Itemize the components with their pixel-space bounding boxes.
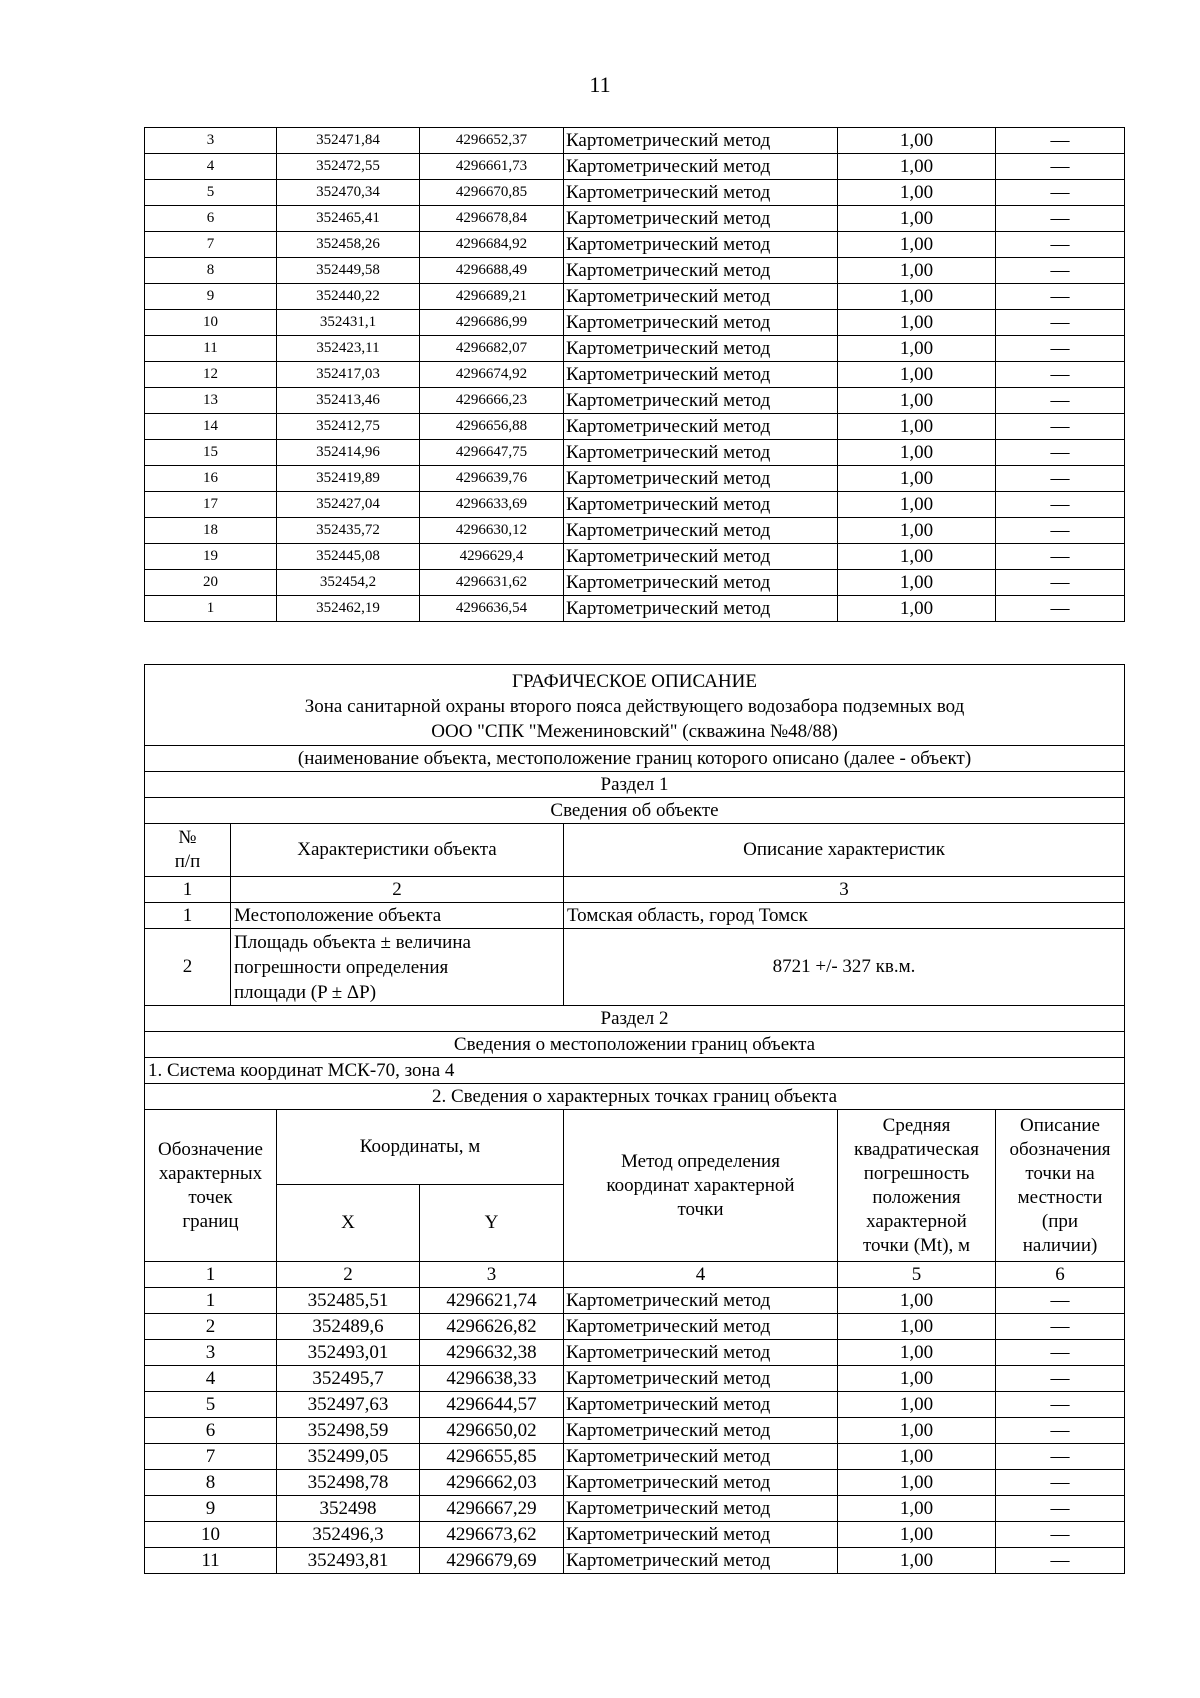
mean-error: 1,00 xyxy=(838,206,996,232)
s1-index-2: 2 xyxy=(231,877,564,903)
coord-y: 4296689,21 xyxy=(420,284,564,310)
method: Картометрический метод xyxy=(564,518,838,544)
mean-error: 1,00 xyxy=(838,362,996,388)
method: Картометрический метод xyxy=(564,206,838,232)
points-table-body xyxy=(145,1288,1125,1574)
point-description: — xyxy=(996,180,1125,206)
table-row xyxy=(145,1470,1125,1496)
point-description: — xyxy=(996,440,1125,466)
points-title: 2. Сведения о характерных точках границ объекта xyxy=(145,1084,1125,1110)
coord-y: 4296679,69 xyxy=(420,1548,564,1574)
point-description: — xyxy=(996,1522,1125,1548)
coord-y: 4296686,99 xyxy=(420,310,564,336)
coord-y: 4296632,38 xyxy=(420,1340,564,1366)
table-row xyxy=(145,1392,1125,1418)
col-index-5: 5 xyxy=(838,1262,996,1288)
mean-error: 1,00 xyxy=(838,570,996,596)
coord-x: 352435,72 xyxy=(277,518,420,544)
header-method-line-1: Метод определения xyxy=(621,1150,780,1172)
point-description: — xyxy=(996,1470,1125,1496)
header-mt-line-6: точки (Mt), м xyxy=(862,1234,971,1256)
table-row xyxy=(145,258,1125,284)
table-row xyxy=(145,466,1125,492)
table-row xyxy=(145,284,1125,310)
table-row xyxy=(145,310,1125,336)
coord-x: 352413,46 xyxy=(277,388,420,414)
method: Картометрический метод xyxy=(564,232,838,258)
section-1-title: Сведения об объекте xyxy=(145,798,1125,824)
method: Картометрический метод xyxy=(564,1418,838,1444)
coord-y: 4296647,75 xyxy=(420,440,564,466)
mean-error: 1,00 xyxy=(838,1418,996,1444)
point-number: 15 xyxy=(145,440,277,466)
header-desc-line-4: местности xyxy=(1017,1186,1103,1208)
method: Картометрический метод xyxy=(564,284,838,310)
table-row xyxy=(145,492,1125,518)
s1-index-1: 1 xyxy=(145,877,231,903)
mean-error: 1,00 xyxy=(838,1522,996,1548)
coord-x: 352419,89 xyxy=(277,466,420,492)
header-mean-error xyxy=(838,1110,996,1262)
method: Картометрический метод xyxy=(564,1340,838,1366)
coord-y: 4296661,73 xyxy=(420,154,564,180)
coord-x: 352493,81 xyxy=(277,1548,420,1574)
table-row xyxy=(145,518,1125,544)
mean-error: 1,00 xyxy=(838,336,996,362)
coord-y: 4296636,54 xyxy=(420,596,564,622)
table-row xyxy=(145,1496,1125,1522)
point-number: 5 xyxy=(145,1392,277,1418)
header-mt-line-3: погрешность xyxy=(863,1162,970,1184)
mean-error: 1,00 xyxy=(838,544,996,570)
coord-x: 352417,03 xyxy=(277,362,420,388)
mean-error: 1,00 xyxy=(838,1392,996,1418)
coord-y: 4296688,49 xyxy=(420,258,564,284)
method: Картометрический метод xyxy=(564,1548,838,1574)
point-description: — xyxy=(996,596,1125,622)
s1-header-number-line-1: № xyxy=(178,827,197,848)
header-mt-line-2: квадратическая xyxy=(854,1138,979,1160)
point-number: 6 xyxy=(145,1418,277,1444)
point-description: — xyxy=(996,1418,1125,1444)
coord-y: 4296631,62 xyxy=(420,570,564,596)
table-row xyxy=(145,440,1125,466)
method: Картометрический метод xyxy=(564,440,838,466)
object-note: (наименование объекта, местоположение границ которого описано (далее - объект) xyxy=(145,746,1125,772)
point-description: — xyxy=(996,570,1125,596)
header-method xyxy=(564,1110,838,1262)
mean-error: 1,00 xyxy=(838,1548,996,1574)
coord-x: 352498,59 xyxy=(277,1418,420,1444)
table-row xyxy=(145,1548,1125,1574)
table-row xyxy=(145,180,1125,206)
header-desc-line-1: Описание xyxy=(1020,1114,1100,1136)
coord-x: 352495,7 xyxy=(277,1366,420,1392)
mean-error: 1,00 xyxy=(838,1366,996,1392)
method: Картометрический метод xyxy=(564,1470,838,1496)
coord-y: 4296639,76 xyxy=(420,466,564,492)
table-row xyxy=(145,1366,1125,1392)
method: Картометрический метод xyxy=(564,414,838,440)
s1-header-number xyxy=(145,824,231,877)
mean-error: 1,00 xyxy=(838,1496,996,1522)
coord-y: 4296674,92 xyxy=(420,362,564,388)
header-desc-line-3: точки на xyxy=(1025,1162,1095,1184)
header-mt-line-5: характерной xyxy=(866,1210,967,1232)
coord-x: 352470,34 xyxy=(277,180,420,206)
s1-header-description: Описание характеристик xyxy=(564,824,1125,877)
coord-y: 4296682,07 xyxy=(420,336,564,362)
graphic-header xyxy=(145,665,1125,746)
header-point-line-4: границ xyxy=(182,1210,239,1232)
point-number: 1 xyxy=(145,1288,277,1314)
table-row xyxy=(145,1340,1125,1366)
table-row xyxy=(145,388,1125,414)
point-number: 2 xyxy=(145,1314,277,1340)
header-point-designation xyxy=(145,1110,277,1262)
graphic-description-table xyxy=(144,664,1125,1574)
coord-y: 4296684,92 xyxy=(420,232,564,258)
table-row xyxy=(145,596,1125,622)
header-desc-line-6: наличии) xyxy=(1022,1234,1098,1256)
method: Картометрический метод xyxy=(564,388,838,414)
table-row xyxy=(145,544,1125,570)
method: Картометрический метод xyxy=(564,310,838,336)
coord-x: 352445,08 xyxy=(277,544,420,570)
mean-error: 1,00 xyxy=(838,128,996,154)
method: Картометрический метод xyxy=(564,1314,838,1340)
point-number: 11 xyxy=(145,336,277,362)
point-description: — xyxy=(996,1548,1125,1574)
header-y: Y xyxy=(420,1185,564,1262)
point-description: — xyxy=(996,128,1125,154)
coord-x: 352497,63 xyxy=(277,1392,420,1418)
point-number: 9 xyxy=(145,284,277,310)
point-description: — xyxy=(996,518,1125,544)
s1-header-characteristic: Характеристики объекта xyxy=(231,824,564,877)
coord-y: 4296650,02 xyxy=(420,1418,564,1444)
col-index-1: 1 xyxy=(145,1262,277,1288)
coord-y: 4296644,57 xyxy=(420,1392,564,1418)
points-table-continued xyxy=(144,127,1125,622)
mean-error: 1,00 xyxy=(838,1340,996,1366)
mean-error: 1,00 xyxy=(838,284,996,310)
table-row xyxy=(145,232,1125,258)
mean-error: 1,00 xyxy=(838,1444,996,1470)
point-number: 13 xyxy=(145,388,277,414)
header-mt-line-1: Средняя xyxy=(882,1114,951,1136)
table-row xyxy=(145,128,1125,154)
point-description: — xyxy=(996,232,1125,258)
header-point-description xyxy=(996,1110,1125,1262)
object-name-line-1: Зона санитарной охраны второго пояса действующего водозабора подземных вод xyxy=(304,695,965,717)
point-description: — xyxy=(996,492,1125,518)
method: Картометрический метод xyxy=(564,362,838,388)
point-number: 9 xyxy=(145,1496,277,1522)
mean-error: 1,00 xyxy=(838,258,996,284)
point-number: 1 xyxy=(145,596,277,622)
point-number: 19 xyxy=(145,544,277,570)
header-point-line-3: точек xyxy=(188,1186,233,1208)
mean-error: 1,00 xyxy=(838,1288,996,1314)
coord-x: 352427,04 xyxy=(277,492,420,518)
coord-x: 352493,01 xyxy=(277,1340,420,1366)
s1-row-1-characteristic: Местоположение объекта xyxy=(231,903,564,929)
point-description: — xyxy=(996,310,1125,336)
point-number: 7 xyxy=(145,232,277,258)
point-description: — xyxy=(996,388,1125,414)
method: Картометрический метод xyxy=(564,1392,838,1418)
coord-x: 352489,6 xyxy=(277,1314,420,1340)
table-row xyxy=(145,1522,1125,1548)
point-number: 18 xyxy=(145,518,277,544)
point-description: — xyxy=(996,1340,1125,1366)
method: Картометрический метод xyxy=(564,1444,838,1470)
header-method-line-2: координат характерной xyxy=(606,1174,795,1196)
coord-y: 4296662,03 xyxy=(420,1470,564,1496)
header-desc-line-2: обозначения xyxy=(1009,1138,1111,1160)
point-description: — xyxy=(996,258,1125,284)
coord-y: 4296652,37 xyxy=(420,128,564,154)
s1-row-2-char-line-3: площади (P ± ΔP) xyxy=(234,981,377,1003)
section-2-title: Сведения о местоположении границ объекта xyxy=(145,1032,1125,1058)
point-description: — xyxy=(996,1288,1125,1314)
table-row xyxy=(145,1314,1125,1340)
point-number: 3 xyxy=(145,128,277,154)
table-row xyxy=(145,1418,1125,1444)
header-mt-line-4: положения xyxy=(872,1186,961,1208)
coord-y: 4296629,4 xyxy=(420,544,564,570)
table-row xyxy=(145,1444,1125,1470)
coord-x: 352454,2 xyxy=(277,570,420,596)
coord-x: 352496,3 xyxy=(277,1522,420,1548)
method: Картометрический метод xyxy=(564,544,838,570)
point-description: — xyxy=(996,284,1125,310)
point-description: — xyxy=(996,206,1125,232)
coord-x: 352440,22 xyxy=(277,284,420,310)
coord-x: 352485,51 xyxy=(277,1288,420,1314)
mean-error: 1,00 xyxy=(838,1470,996,1496)
coord-x: 352499,05 xyxy=(277,1444,420,1470)
mean-error: 1,00 xyxy=(838,310,996,336)
coord-x: 352431,1 xyxy=(277,310,420,336)
section-2-heading: Раздел 2 xyxy=(145,1006,1125,1032)
header-point-line-1: Обозначение xyxy=(158,1138,263,1160)
method: Картометрический метод xyxy=(564,1366,838,1392)
col-index-6: 6 xyxy=(996,1262,1125,1288)
coord-y: 4296626,82 xyxy=(420,1314,564,1340)
mean-error: 1,00 xyxy=(838,414,996,440)
s1-row-1-number: 1 xyxy=(145,903,231,929)
coord-x: 352465,41 xyxy=(277,206,420,232)
point-number: 10 xyxy=(145,310,277,336)
document-title: ГРАФИЧЕСКОЕ ОПИСАНИЕ xyxy=(512,670,757,692)
method: Картометрический метод xyxy=(564,596,838,622)
section-1-heading: Раздел 1 xyxy=(145,772,1125,798)
coord-x: 352498 xyxy=(277,1496,420,1522)
point-description: — xyxy=(996,1366,1125,1392)
point-description: — xyxy=(996,1496,1125,1522)
method: Картометрический метод xyxy=(564,180,838,206)
coord-x: 352412,75 xyxy=(277,414,420,440)
point-description: — xyxy=(996,414,1125,440)
col-index-4: 4 xyxy=(564,1262,838,1288)
coord-x: 352458,26 xyxy=(277,232,420,258)
mean-error: 1,00 xyxy=(838,154,996,180)
method: Картометрический метод xyxy=(564,154,838,180)
table-row xyxy=(145,570,1125,596)
coordinate-system: 1. Система координат МСК-70, зона 4 xyxy=(145,1058,1125,1084)
coord-y: 4296666,23 xyxy=(420,388,564,414)
s1-row-2-description: 8721 +/- 327 кв.м. xyxy=(564,929,1125,1006)
method: Картометрический метод xyxy=(564,128,838,154)
point-number: 17 xyxy=(145,492,277,518)
coord-y: 4296655,85 xyxy=(420,1444,564,1470)
point-description: — xyxy=(996,1314,1125,1340)
coord-y: 4296633,69 xyxy=(420,492,564,518)
mean-error: 1,00 xyxy=(838,1314,996,1340)
mean-error: 1,00 xyxy=(838,440,996,466)
coord-x: 352423,11 xyxy=(277,336,420,362)
coord-y: 4296678,84 xyxy=(420,206,564,232)
coord-x: 352462,19 xyxy=(277,596,420,622)
s1-row-2-char-line-2: погрешности определения xyxy=(234,956,449,978)
coord-x: 352449,58 xyxy=(277,258,420,284)
table-row xyxy=(145,206,1125,232)
coord-y: 4296670,85 xyxy=(420,180,564,206)
coord-x: 352471,84 xyxy=(277,128,420,154)
point-number: 8 xyxy=(145,258,277,284)
point-number: 4 xyxy=(145,154,277,180)
table-row xyxy=(145,336,1125,362)
mean-error: 1,00 xyxy=(838,180,996,206)
header-desc-line-5: (при xyxy=(1041,1210,1079,1232)
point-number: 8 xyxy=(145,1470,277,1496)
method: Картометрический метод xyxy=(564,1522,838,1548)
points-table-continued-body xyxy=(145,128,1125,622)
s1-header-number-line-2: п/п xyxy=(174,851,201,872)
coord-y: 4296667,29 xyxy=(420,1496,564,1522)
point-description: — xyxy=(996,362,1125,388)
method: Картометрический метод xyxy=(564,258,838,284)
table-row xyxy=(145,154,1125,180)
table-row xyxy=(145,1288,1125,1314)
header-x: X xyxy=(277,1185,420,1262)
table-row xyxy=(145,414,1125,440)
col-index-3: 3 xyxy=(420,1262,564,1288)
s1-row-1-description: Томская область, город Томск xyxy=(564,903,1125,929)
point-description: — xyxy=(996,1392,1125,1418)
mean-error: 1,00 xyxy=(838,518,996,544)
point-number: 16 xyxy=(145,466,277,492)
point-number: 3 xyxy=(145,1340,277,1366)
method: Картометрический метод xyxy=(564,336,838,362)
method: Картометрический метод xyxy=(564,1288,838,1314)
s1-row-2-char-line-1: Площадь объекта ± величина xyxy=(234,931,471,953)
point-number: 7 xyxy=(145,1444,277,1470)
s1-index-3: 3 xyxy=(564,877,1125,903)
coord-y: 4296638,33 xyxy=(420,1366,564,1392)
coord-y: 4296673,62 xyxy=(420,1522,564,1548)
method: Картометрический метод xyxy=(564,570,838,596)
header-method-line-3: точки xyxy=(677,1198,724,1220)
header-coordinates: Координаты, м xyxy=(277,1110,564,1185)
point-number: 20 xyxy=(145,570,277,596)
point-description: — xyxy=(996,154,1125,180)
coord-y: 4296630,12 xyxy=(420,518,564,544)
s1-row-2-characteristic xyxy=(231,929,564,1006)
s1-row-2-number: 2 xyxy=(145,929,231,1006)
coord-x: 352498,78 xyxy=(277,1470,420,1496)
point-number: 11 xyxy=(145,1548,277,1574)
table-row xyxy=(145,362,1125,388)
col-index-2: 2 xyxy=(277,1262,420,1288)
point-number: 5 xyxy=(145,180,277,206)
point-number: 4 xyxy=(145,1366,277,1392)
mean-error: 1,00 xyxy=(838,388,996,414)
mean-error: 1,00 xyxy=(838,466,996,492)
mean-error: 1,00 xyxy=(838,492,996,518)
point-number: 6 xyxy=(145,206,277,232)
point-number: 10 xyxy=(145,1522,277,1548)
point-description: — xyxy=(996,544,1125,570)
point-description: — xyxy=(996,336,1125,362)
coord-x: 352472,55 xyxy=(277,154,420,180)
method: Картометрический метод xyxy=(564,492,838,518)
mean-error: 1,00 xyxy=(838,232,996,258)
coord-y: 4296621,74 xyxy=(420,1288,564,1314)
point-description: — xyxy=(996,466,1125,492)
coord-y: 4296656,88 xyxy=(420,414,564,440)
point-number: 14 xyxy=(145,414,277,440)
object-name-line-2: ООО "СПК "Межениновский" (скважина №48/88) xyxy=(431,720,838,742)
page-number: 11 xyxy=(589,72,611,97)
coord-x: 352414,96 xyxy=(277,440,420,466)
point-description: — xyxy=(996,1444,1125,1470)
method: Картометрический метод xyxy=(564,1496,838,1522)
point-number: 12 xyxy=(145,362,277,388)
header-point-line-2: характерных xyxy=(158,1162,263,1184)
method: Картометрический метод xyxy=(564,466,838,492)
mean-error: 1,00 xyxy=(838,596,996,622)
